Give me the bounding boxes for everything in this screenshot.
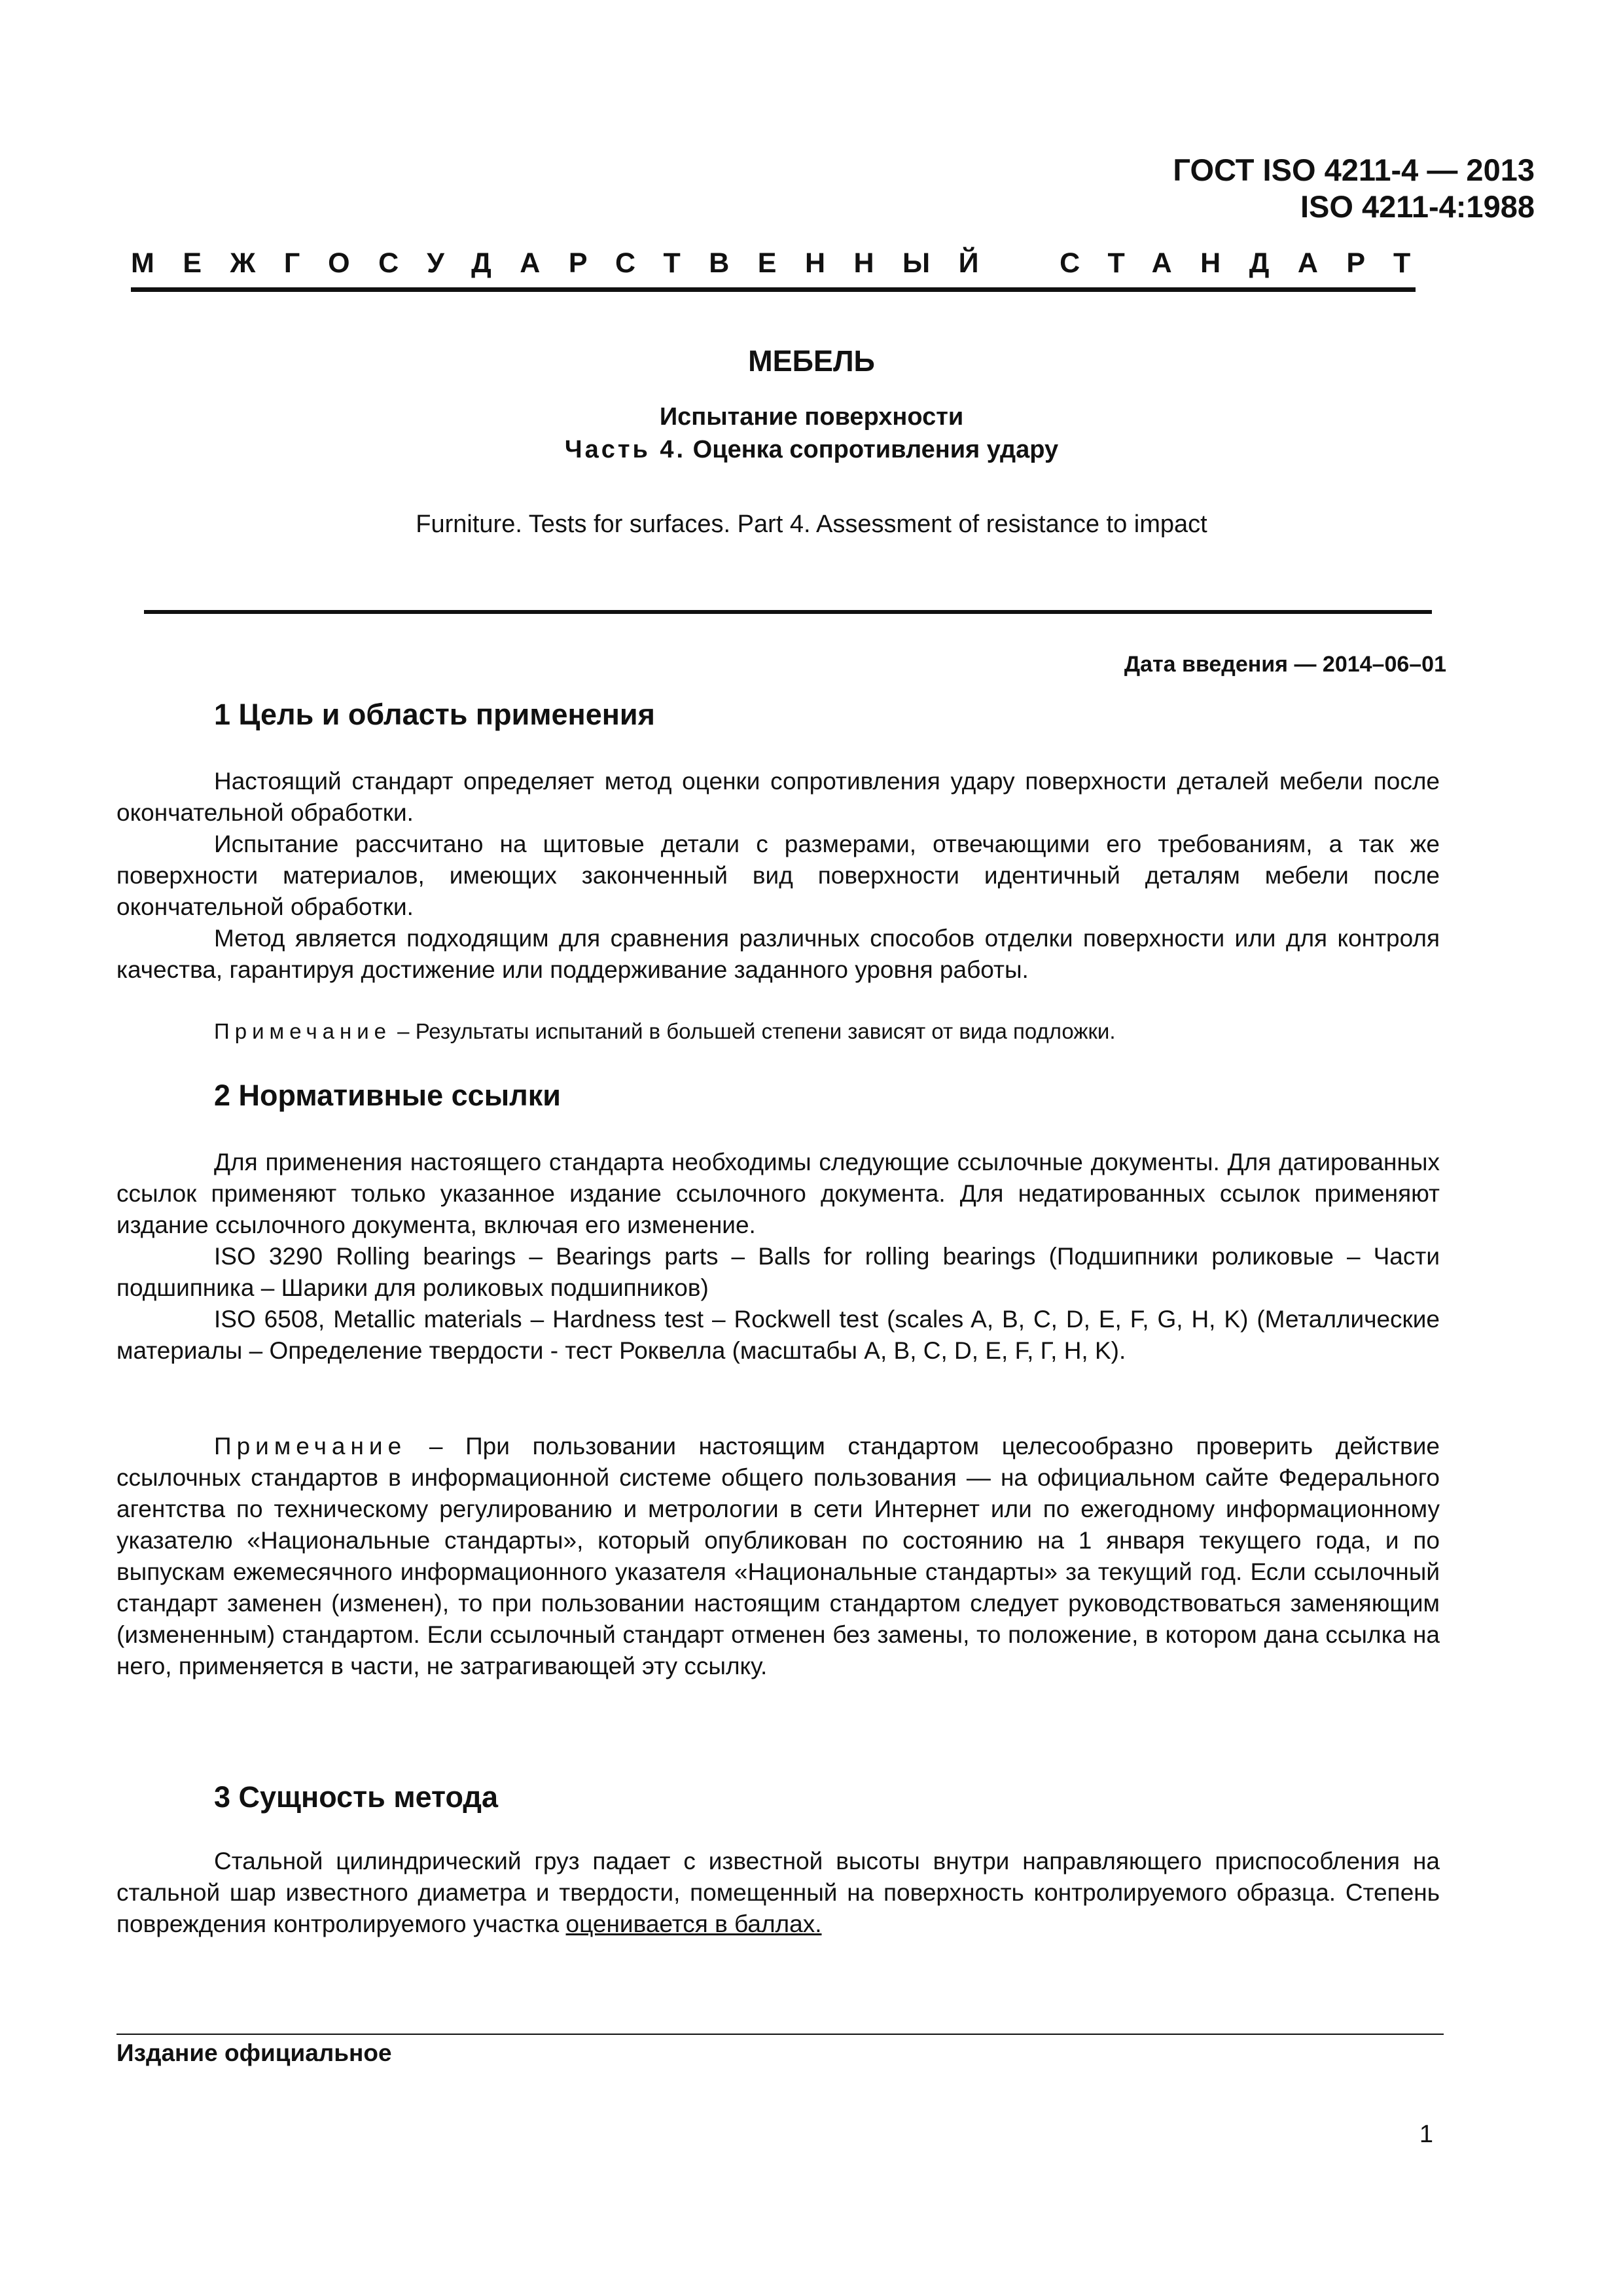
section2-paragraph: ISO 3290 Rolling bearings – Bearings parts – Balls for rolling bearings (Подшипники роликовые – Части подшипника – Шарики для роликовых подшипников) xyxy=(116,1243,1440,1301)
section3-heading: 3 Сущность метода xyxy=(214,1780,498,1814)
subtitle-part-word: Часть 4. xyxy=(564,436,687,463)
subtitle-line1: Испытание поверхности xyxy=(659,403,964,431)
section2-heading: 2 Нормативные ссылки xyxy=(214,1079,561,1112)
section2-note xyxy=(116,1431,1440,1682)
title-rule xyxy=(144,610,1432,614)
section3-paragraph: Стальной цилиндрический груз падает с известной высоты внутри направляющего приспособления на стальной шар известного диаметра и твердости, помещенный на поверхность контролируемого образца. Степень повреждения контролируемого участка оценивается в баллах. xyxy=(116,1848,1440,1937)
section3-body xyxy=(116,1846,1440,1940)
footer-rule xyxy=(116,2034,1444,2035)
section2-paragraph: Для применения настоящего стандарта необходимы следующие ссылочные документы. Для датированных ссылок применяют только указанное издание ссылочного документа. Для недатированных ссылок применяют издание ссылочного документа, включая его изменение. xyxy=(116,1149,1440,1238)
document-title: МЕБЕЛЬ xyxy=(748,344,875,378)
document-subtitle xyxy=(0,401,1623,466)
note-label: Примечание xyxy=(214,1433,407,1460)
subtitle-part-rest: Оценка сопротивления удару xyxy=(692,436,1059,463)
underlined-text: оценивается в баллах. xyxy=(565,1910,822,1937)
interstate-word: МЕЖГОСУДАРСТВЕННЫЙ xyxy=(131,247,1008,279)
note-label: Примечание xyxy=(214,1019,392,1043)
header-rule xyxy=(131,287,1416,292)
subtitle-line2 xyxy=(0,433,1623,466)
gost-code: ГОСТ ISO 4211-4 — 2013 xyxy=(1173,152,1535,187)
page-number: 1 xyxy=(1419,2121,1433,2148)
note-text: – Результаты испытаний в большей степени зависят от вида подложки. xyxy=(391,1019,1116,1043)
note-text: – При пользовании настоящим стандартом целесообразно проверить действие ссылочных стандартов в информационной системе общего пользования — на официальном сайте Федерального агентства по техническому регулированию и метрологии в сети Интернет или по ежегодному информационному указателю «Национальные стандарты», который опубликован по состоянию на 1 января текущего года, и по выпускам ежемесячного информационного указателя «Национальные стандарты» за текущий год. Если ссылочный стандарт заменен (изменен), то при пользовании настоящим стандартом следует руководствоваться заменяющим (измененным) стандартом. Если ссылочный стандарт отменен без замены, то положение, в котором дана ссылка на него, применяется в части, не затрагивающей эту ссылку. xyxy=(116,1433,1440,1679)
section2-paragraph: ISO 6508, Metallic materials – Hardness test – Rockwell test (scales A, B, C, D, E, F, G, H, K) (Металлические материалы – Определение твердости - тест Роквелла (масштабы A, B, C, D, E, F, Г, H, K). xyxy=(116,1306,1440,1364)
date-of-introduction: Дата введения — 2014–06–01 xyxy=(1124,652,1446,677)
standard-word: СТАНДАРТ xyxy=(1060,247,1439,279)
section1-paragraph: Настоящий стандарт определяет метод оценки сопротивления удару поверхности деталей мебели после окончательной обработки. xyxy=(116,768,1440,826)
interstate-standard-banner xyxy=(131,247,1439,279)
section1-heading: 1 Цель и область применения xyxy=(214,698,655,731)
section1-body xyxy=(116,766,1440,986)
official-edition-label: Издание официальное xyxy=(116,2039,392,2066)
iso-code: ISO 4211-4:1988 xyxy=(1300,189,1535,224)
section1-note xyxy=(116,1016,1440,1047)
section2-body xyxy=(116,1147,1440,1367)
standard-designation xyxy=(1173,152,1535,225)
section1-paragraph: Испытание рассчитано на щитовые детали с размерами, отвечающими его требованиям, а так же поверхности материалов, имеющих законченный вид поверхности идентичный деталям мебели после окончательной обработки. xyxy=(116,831,1440,920)
english-title: Furniture. Tests for surfaces. Part 4. Assessment of resistance to impact xyxy=(416,511,1207,538)
section1-paragraph: Метод является подходящим для сравнения различных способов отделки поверхности или для контроля качества, гарантируя достижение или поддерживание заданного уровня работы. xyxy=(116,925,1440,983)
